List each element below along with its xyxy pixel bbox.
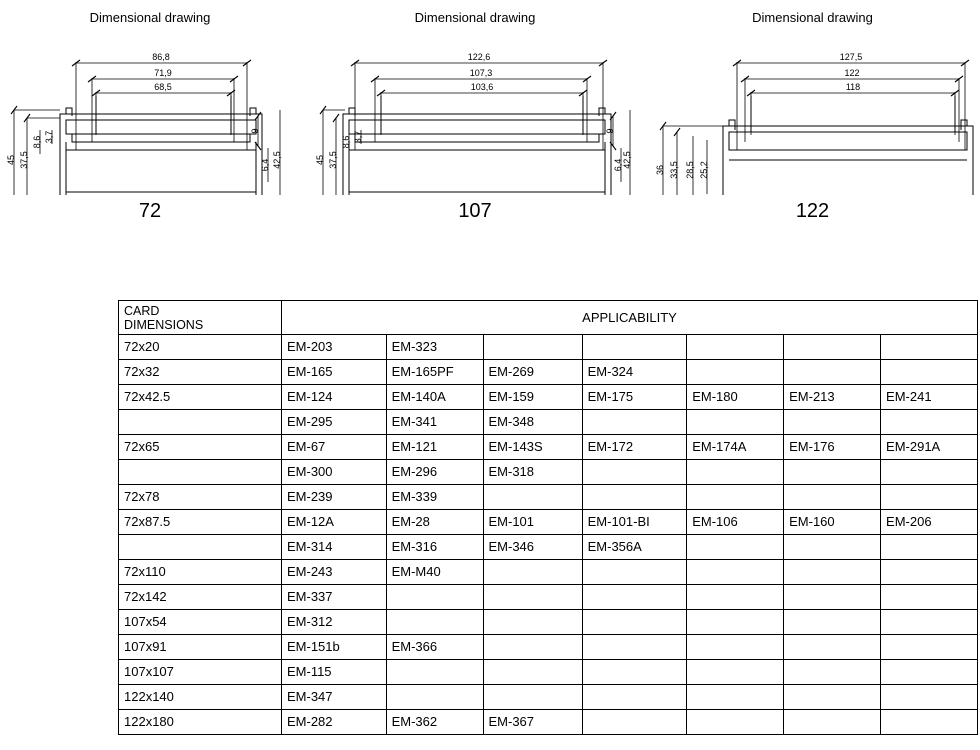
cell-applicability [687, 409, 784, 434]
cell-applicability [386, 584, 483, 609]
cell-applicability [881, 334, 978, 359]
cell-applicability [483, 584, 582, 609]
cell-applicability: EM-M40 [386, 559, 483, 584]
cell-applicability [784, 709, 881, 734]
cell-applicability: EM-341 [386, 409, 483, 434]
dim-left4-label: 3,7 [44, 130, 54, 144]
cell-applicability [881, 459, 978, 484]
dim-right2-label: 6,4 [260, 158, 270, 172]
cell-applicability: EM-291A [881, 434, 978, 459]
table-row [119, 409, 978, 434]
cell-applicability [483, 684, 582, 709]
cell-applicability: EM-356A [582, 534, 687, 559]
cell-applicability [881, 609, 978, 634]
cell-applicability [582, 659, 687, 684]
cell-applicability [582, 584, 687, 609]
cell-applicability: EM-239 [281, 484, 386, 509]
cell-applicability [784, 584, 881, 609]
dim-top1-label: 86,8 [152, 52, 170, 62]
table-row [119, 659, 978, 684]
dim-top2-label: 107,3 [469, 68, 493, 78]
cell-applicability: EM-337 [281, 584, 386, 609]
table-row [119, 434, 978, 459]
cell-applicability: EM-140A [386, 384, 483, 409]
cell-applicability [784, 484, 881, 509]
dim-left1-label: 45 [315, 154, 325, 166]
drawing-svg-72 [0, 30, 300, 195]
header-card-dimensions-line1: CARD [124, 304, 160, 318]
cell-applicability: EM-143S [483, 434, 582, 459]
cell-applicability [881, 659, 978, 684]
cell-applicability [881, 484, 978, 509]
cell-applicability: EM-175 [582, 384, 687, 409]
cell-applicability [483, 334, 582, 359]
drawing-title: Dimensional drawing [89, 10, 211, 25]
dim-left2-label: 37,5 [328, 151, 338, 169]
cell-applicability: EM-346 [483, 534, 582, 559]
dim-left1-label: 36 [655, 164, 665, 176]
cell-applicability [881, 409, 978, 434]
table-row [119, 634, 978, 659]
dim-left3-label: 8,6 [341, 135, 351, 149]
cell-applicability: EM-347 [281, 684, 386, 709]
cell-applicability: EM-243 [281, 559, 386, 584]
cell-applicability [582, 559, 687, 584]
cell-card-dimension: 72x142 [119, 584, 282, 609]
cell-card-dimension: 72x65 [119, 434, 282, 459]
dim-top3-label: 68,5 [154, 82, 172, 92]
cell-applicability: EM-314 [281, 534, 386, 559]
cell-applicability [784, 459, 881, 484]
cell-applicability [784, 359, 881, 384]
cell-applicability: EM-316 [386, 534, 483, 559]
cell-applicability: EM-312 [281, 609, 386, 634]
cell-applicability: EM-296 [386, 459, 483, 484]
dim-left3-label: 28,5 [685, 161, 695, 179]
table-row [119, 384, 978, 409]
table-row [119, 459, 978, 484]
dim-top1-label: 122,6 [467, 52, 491, 62]
cell-applicability: EM-174A [687, 434, 784, 459]
cell-card-dimension: 72x32 [119, 359, 282, 384]
dim-top3-label: 118 [845, 82, 861, 92]
cell-applicability [687, 484, 784, 509]
cell-applicability [687, 584, 784, 609]
cell-applicability [483, 634, 582, 659]
cell-applicability [386, 659, 483, 684]
dim-left3-label: 8,6 [32, 135, 42, 149]
cell-applicability: EM-241 [881, 384, 978, 409]
cell-applicability: EM-213 [784, 384, 881, 409]
dim-right1-label: 9 [250, 128, 260, 134]
table-row [119, 334, 978, 359]
cell-applicability [881, 584, 978, 609]
cell-applicability [483, 659, 582, 684]
table-row [119, 509, 978, 534]
table-row [119, 484, 978, 509]
cell-applicability: EM-12A [281, 509, 386, 534]
cell-applicability: EM-151b [281, 634, 386, 659]
dim-left4-label: 25,2 [699, 161, 709, 179]
dim-left2-label: 33,5 [669, 161, 679, 179]
cell-applicability [784, 559, 881, 584]
dim-top2-label: 122 [844, 68, 860, 78]
cell-applicability [582, 484, 687, 509]
cell-applicability [784, 409, 881, 434]
dim-right3-label: 42,5 [622, 151, 632, 169]
cell-applicability: EM-67 [281, 434, 386, 459]
cell-card-dimension: 72x78 [119, 484, 282, 509]
header-card-dimensions-line2: DIMENSIONS [124, 318, 204, 333]
cell-applicability: EM-159 [483, 384, 582, 409]
cell-applicability: EM-165PF [386, 359, 483, 384]
dim-top3-label: 103,6 [470, 82, 494, 92]
dimensional-drawing-72 [0, 0, 300, 245]
drawing-caption: 122 [795, 200, 830, 222]
dim-right3-label: 42,5 [272, 151, 282, 169]
cell-applicability: EM-206 [881, 509, 978, 534]
cell-applicability [784, 609, 881, 634]
cell-applicability: EM-101 [483, 509, 582, 534]
cell-applicability [784, 634, 881, 659]
cell-applicability [687, 659, 784, 684]
cell-applicability: EM-269 [483, 359, 582, 384]
header-applicability: APPLICABILITY [281, 301, 977, 335]
cell-applicability [687, 634, 784, 659]
cell-card-dimension [119, 409, 282, 434]
table-row [119, 684, 978, 709]
cell-applicability [881, 534, 978, 559]
cell-applicability [687, 359, 784, 384]
cell-applicability [386, 609, 483, 634]
cell-applicability: EM-115 [281, 659, 386, 684]
cell-card-dimension: 72x42.5 [119, 384, 282, 409]
cell-applicability [582, 634, 687, 659]
cell-applicability: EM-121 [386, 434, 483, 459]
dim-left2-label: 37,5 [19, 151, 29, 169]
cell-applicability: EM-318 [483, 459, 582, 484]
cell-applicability [881, 684, 978, 709]
cell-applicability [881, 359, 978, 384]
table-row [119, 609, 978, 634]
drawing-caption: 107 [458, 200, 492, 222]
cell-card-dimension: 72x87.5 [119, 509, 282, 534]
applicability-table [118, 300, 978, 735]
cell-applicability [386, 684, 483, 709]
table-body [119, 334, 978, 734]
cell-applicability [784, 534, 881, 559]
cell-applicability [582, 334, 687, 359]
cell-applicability: EM-362 [386, 709, 483, 734]
cell-applicability: EM-348 [483, 409, 582, 434]
cell-applicability: EM-282 [281, 709, 386, 734]
cell-card-dimension [119, 534, 282, 559]
cell-applicability [687, 559, 784, 584]
drawing-svg-107 [315, 30, 635, 195]
cell-card-dimension: 107x54 [119, 609, 282, 634]
dim-top1-label: 127,5 [839, 52, 863, 62]
cell-applicability: EM-324 [582, 359, 687, 384]
cell-applicability: EM-172 [582, 434, 687, 459]
table-header-row [119, 301, 978, 335]
cell-applicability [784, 659, 881, 684]
applicability-table-wrapper [118, 300, 980, 735]
table-row [119, 534, 978, 559]
cell-applicability: EM-180 [687, 384, 784, 409]
cell-applicability [687, 334, 784, 359]
drawing-caption: 72 [138, 200, 162, 222]
cell-applicability [582, 609, 687, 634]
cell-card-dimension: 107x107 [119, 659, 282, 684]
cell-applicability [784, 684, 881, 709]
drawing-svg-122 [645, 30, 980, 195]
cell-applicability: EM-366 [386, 634, 483, 659]
cell-card-dimension: 122x140 [119, 684, 282, 709]
cell-applicability: EM-300 [281, 459, 386, 484]
header-card-dimensions [119, 301, 282, 335]
dim-left4-label: 3,7 [353, 130, 363, 144]
cell-applicability [881, 634, 978, 659]
dimensional-drawings-section [0, 0, 980, 245]
table-row [119, 359, 978, 384]
cell-applicability: EM-106 [687, 509, 784, 534]
cell-applicability: EM-124 [281, 384, 386, 409]
dim-right2-label: 6,4 [613, 158, 623, 172]
drawing-title: Dimensional drawing [752, 10, 873, 25]
cell-applicability [582, 409, 687, 434]
table-row [119, 559, 978, 584]
cell-applicability: EM-203 [281, 334, 386, 359]
cell-applicability: EM-367 [483, 709, 582, 734]
cell-applicability [483, 609, 582, 634]
table-row [119, 584, 978, 609]
cell-applicability [687, 609, 784, 634]
cell-applicability [687, 534, 784, 559]
cell-card-dimension: 107x91 [119, 634, 282, 659]
cell-applicability [881, 559, 978, 584]
cell-applicability: EM-176 [784, 434, 881, 459]
cell-applicability: EM-295 [281, 409, 386, 434]
cell-applicability: EM-323 [386, 334, 483, 359]
cell-applicability [881, 709, 978, 734]
cell-applicability [582, 684, 687, 709]
dimensional-drawing-122 [645, 0, 980, 245]
cell-applicability [582, 709, 687, 734]
cell-card-dimension: 72x20 [119, 334, 282, 359]
drawing-title: Dimensional drawing [414, 10, 536, 25]
cell-applicability [687, 709, 784, 734]
cell-applicability: EM-101-BI [582, 509, 687, 534]
cell-applicability [582, 459, 687, 484]
cell-applicability [483, 484, 582, 509]
cell-applicability: EM-160 [784, 509, 881, 534]
dimensional-drawing-107 [315, 0, 635, 245]
cell-applicability: EM-165 [281, 359, 386, 384]
cell-applicability [784, 334, 881, 359]
cell-card-dimension [119, 459, 282, 484]
dim-top2-label: 71,9 [154, 68, 172, 78]
dim-right1-label: 9 [605, 128, 615, 134]
cell-applicability [483, 559, 582, 584]
cell-applicability [687, 459, 784, 484]
cell-card-dimension: 122x180 [119, 709, 282, 734]
table-row [119, 709, 978, 734]
cell-applicability: EM-339 [386, 484, 483, 509]
cell-applicability [687, 684, 784, 709]
cell-card-dimension: 72x110 [119, 559, 282, 584]
dim-left1-label: 45 [6, 154, 16, 166]
cell-applicability: EM-28 [386, 509, 483, 534]
